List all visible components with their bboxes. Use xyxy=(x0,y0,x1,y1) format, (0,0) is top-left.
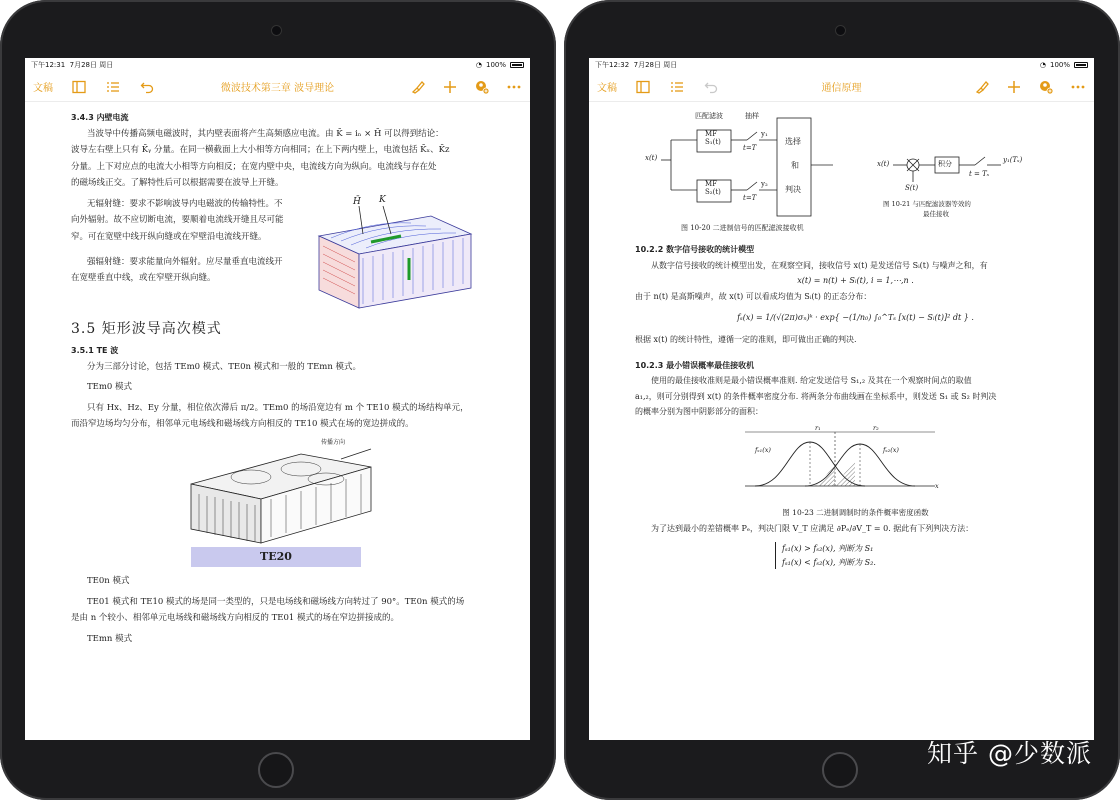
label-s-t: S(t) xyxy=(905,184,919,192)
documents-button[interactable]: 文稿 xyxy=(597,83,617,94)
home-button[interactable] xyxy=(822,752,858,788)
document-body xyxy=(589,102,1094,569)
screen-left xyxy=(25,58,530,740)
toolbar xyxy=(25,72,530,102)
paragraph: 从数字信号接收的统计模型出发，在观察空间，接收信号 x(t) 是发送信号 Sᵢ(t) 与噪声之和，有 xyxy=(651,260,988,270)
format-brush-icon[interactable] xyxy=(410,79,426,95)
label-mf-2: MF xyxy=(705,180,718,188)
screen-right xyxy=(589,58,1094,740)
paragraph: 而沿窄边场均匀分布，相邻单元电场线和磁场线方向相反的 TE10 模式在场的宽边拼成的。 xyxy=(71,419,414,430)
paragraph: TE01 模式和 TE10 模式的场是同一类型的，只是电场线和磁场线方向转过了 90°。TE0n 模式的场 xyxy=(87,596,465,607)
status-time: 下午12:32 xyxy=(595,61,630,69)
home-button[interactable] xyxy=(258,752,294,788)
subheading-tem0: TEm0 模式 xyxy=(87,382,133,393)
front-camera xyxy=(836,26,845,35)
label-sample: 抽样 xyxy=(745,112,759,120)
label-ts: t = Tₛ xyxy=(969,170,990,178)
more-icon[interactable] xyxy=(506,79,522,95)
formula-1: x(t) = n(t) + Sᵢ(t), i = 1,⋯,n . xyxy=(797,276,914,286)
label-fs2: fₛ₂(x) xyxy=(883,445,899,454)
subheading-temn: TEmn 模式 xyxy=(87,633,133,644)
ipad-left xyxy=(0,0,556,800)
label-select: 选择 xyxy=(785,137,801,146)
wifi-icon: ◔ xyxy=(475,61,482,69)
documents-button[interactable]: 文稿 xyxy=(33,83,53,94)
label-and: 和 xyxy=(791,161,799,170)
paragraph: a₁,₂，则可分别得到 x(t) 的条件概率密度分布. 将两条分布曲线画在坐标系中，则发送 S₁ 或 S₂ 时判决 xyxy=(635,391,997,401)
decision-rule-1: fₛ₁(x) > fₛ₂(x), 判断为 S₁ xyxy=(782,544,874,554)
label-s1: S₁(t) xyxy=(705,138,721,147)
heading-3-5-1: 3.5.1 TE 波 xyxy=(71,346,119,356)
label-mf-1: MF xyxy=(705,130,718,138)
decision-rule xyxy=(775,542,1076,569)
front-camera xyxy=(272,26,281,35)
undo-icon[interactable] xyxy=(139,79,155,95)
decision-rule-2: fₛ₁(x) < fₛ₂(x), 判断为 S₂. xyxy=(782,557,876,567)
battery-icon xyxy=(510,62,524,68)
sidebar-icon[interactable] xyxy=(71,79,87,95)
paragraph: 使用的最佳接收准则是最小错误概率准则. 给定发送信号 S₁,₂ 及其在一个观察时间点的取值 xyxy=(651,376,972,386)
wifi-icon: ◔ xyxy=(1039,61,1046,69)
label-input-2: x(t) xyxy=(877,160,890,168)
label-matched-filter: 匹配滤波 xyxy=(695,112,723,120)
label-s2: S₂(t) xyxy=(705,188,721,197)
paragraph: 向外辐射。故不应切断电流，要顺着电流线开缝且尽可能 xyxy=(71,215,284,226)
format-brush-icon[interactable] xyxy=(974,79,990,95)
current-k-label: K xyxy=(379,194,386,205)
paragraph: 为了达到最小的差错概率 Pₑ，判决门限 V_T 应满足 ∂Pₑ/∂V_T = 0. 据此有下列判决方法： xyxy=(651,523,974,533)
list-icon[interactable] xyxy=(105,79,121,95)
label-r2: r₂ xyxy=(873,423,879,432)
undo-icon[interactable] xyxy=(703,79,719,95)
te20-figure xyxy=(71,439,512,569)
paragraph: 无辐射缝：要求不影响波导内电磁波的传输特性。不 xyxy=(87,198,283,209)
document-title: 通信原理 xyxy=(821,83,862,94)
heading-10-2-3: 10.2.3 最小错误概率最佳接收机 xyxy=(635,360,755,370)
battery-percent: 100% xyxy=(1049,61,1070,69)
paragraph: 分量。上下对应点的电流大小相等方向相反；在宽内壁中央，电流线方向为纵向。电流线与存在处 xyxy=(71,161,437,172)
paragraph: 根据 x(t) 的统计特性，遵循一定的准则，即可做出正确的判决. xyxy=(635,334,857,344)
collaborate-icon[interactable] xyxy=(1038,79,1054,95)
caption-10-21a: 图 10-21 与匹配滤波器等效的 xyxy=(883,200,971,208)
pdf-figure xyxy=(635,424,1076,506)
subheading-te0n: TE0n 模式 xyxy=(87,575,130,586)
label-r1: r₁ xyxy=(815,423,821,432)
status-bar xyxy=(25,58,530,72)
toolbar xyxy=(589,72,1094,102)
waveguide-current-figure xyxy=(311,196,476,316)
te20-label: TE20 xyxy=(191,547,361,567)
paragraph: 由于 n(t) 是高斯噪声，故 x(t) 可以看成均值为 Sᵢ(t) 的正态分布： xyxy=(635,291,872,301)
caption-10-20: 图 10-20 二进制信号的匹配滤波接收机 xyxy=(681,224,804,232)
paragraph: 只有 Hx、Hz、Ey 分量，相位依次滞后 π/2。TEm0 的场沿宽边有 m 个 TE10 模式的场结构单元， xyxy=(87,402,469,413)
battery-icon xyxy=(1074,62,1088,68)
status-bar xyxy=(589,58,1094,72)
add-icon[interactable] xyxy=(1006,79,1022,95)
label-input: x(t) xyxy=(645,154,658,162)
label-y1: y₁ xyxy=(761,130,768,138)
paragraph: 强辐射缝：要求能量向外辐射。应尽量垂直电流线开 xyxy=(87,256,283,267)
status-time: 下午12:31 xyxy=(31,61,66,69)
sidebar-icon[interactable] xyxy=(635,79,651,95)
field-h-label: H̄ xyxy=(353,196,361,207)
paragraph: 是由 n 个较小、相邻单元电场线和磁场线方向相反的 TE01 模式的场在窄边拼接成的。 xyxy=(71,613,399,624)
caption-10-23: 图 10-23 二进制调制时的条件概率密度函数 xyxy=(782,507,929,517)
zhihu-watermark: 知乎 @少数派 xyxy=(927,739,1092,768)
document-body xyxy=(25,102,530,647)
add-icon[interactable] xyxy=(442,79,458,95)
paragraph: 窄。可在宽壁中线开纵向缝或在窄壁沿电流线开缝。 xyxy=(71,231,267,242)
label-decide: 判决 xyxy=(785,185,801,194)
label-output: y₁(Tₛ) xyxy=(1003,156,1023,164)
ipad-right xyxy=(564,0,1120,800)
list-icon[interactable] xyxy=(669,79,685,95)
label-y2: y₂ xyxy=(761,180,768,188)
receiver-diagrams xyxy=(635,110,1076,240)
paragraph: 分为三部分讨论，包括 TEm0 模式、TE0n 模式和一般的 TEmn 模式。 xyxy=(87,361,362,372)
label-fs1: fₛ₁(x) xyxy=(755,445,771,454)
more-icon[interactable] xyxy=(1070,79,1086,95)
collaborate-icon[interactable] xyxy=(474,79,490,95)
label-x-axis: x xyxy=(935,481,939,490)
battery-percent: 100% xyxy=(485,61,506,69)
label-t-1: t=T xyxy=(743,144,757,152)
heading-10-2-2: 10.2.2 数字信号接收的统计模型 xyxy=(635,245,755,254)
formula-2: fₛ(x) = 1/(√(2π)σₙ)ᵏ · exp{ −(1/n₀) ∫₀^Tₛ [x(t) − Sᵢ(t)]² dt } . xyxy=(737,313,974,323)
paragraph: 当波导中传播高频电磁波时，其内壁表面将产生高频感应电流。由 K̄ = iₙ × H̄ 可以得到结论： xyxy=(87,128,444,139)
paragraph: 的磁场线正交。了解特性后可以根据需要在波导上开缝。 xyxy=(71,178,284,189)
paragraph: 波导左右壁上只有 K̄ᵧ 分量。在同一横截面上大小相等方向相同；在上下两内壁上，电流包括 K̄ₓ、K̄z xyxy=(71,145,450,156)
label-t-2: t=T xyxy=(743,194,757,202)
propagation-direction-label: 传播方向 xyxy=(321,438,346,446)
paragraph: 在宽壁垂直中线，或在窄壁开纵向缝。 xyxy=(71,273,216,284)
heading-3-4-3: 3.4.3 内壁电流 xyxy=(71,113,129,122)
document-title: 微波技术第三章 波导理论 xyxy=(220,83,335,94)
label-integrate: 积分 xyxy=(938,160,952,168)
status-date: 7月28日 周日 xyxy=(633,61,678,69)
status-date: 7月28日 周日 xyxy=(69,61,114,69)
heading-3-5: 3.5 矩形波导高次模式 xyxy=(71,320,222,337)
caption-10-21b: 最佳接收 xyxy=(923,209,949,218)
paragraph: 的概率分别为图中阴影部分的面积： xyxy=(635,407,763,417)
